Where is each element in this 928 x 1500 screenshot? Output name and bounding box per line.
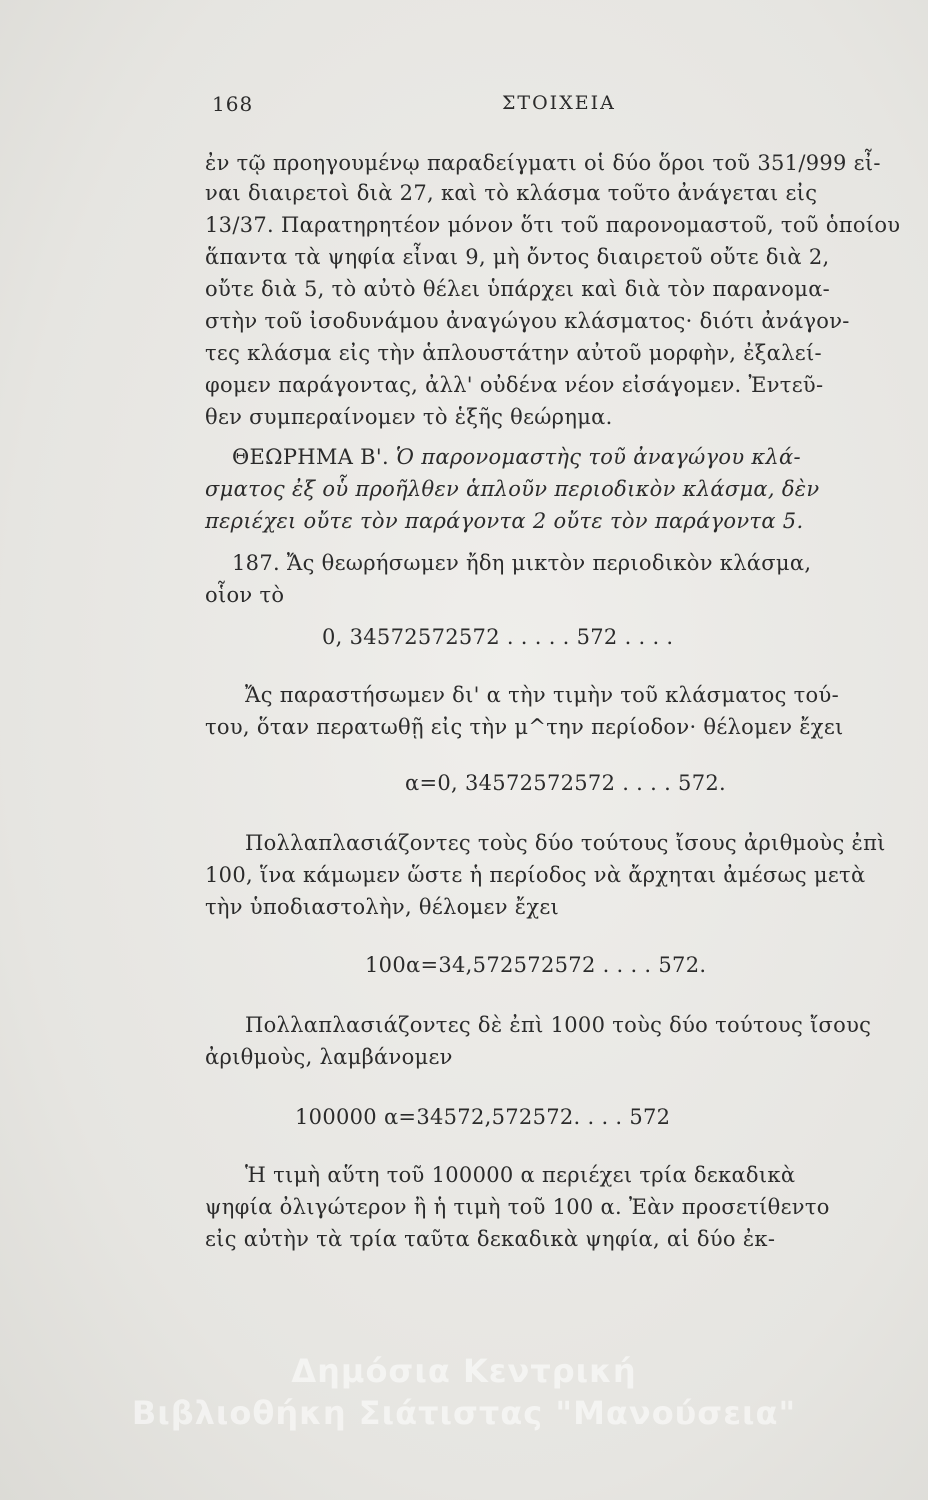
equation-2: α=0, 34572572572 . . . . 572.: [405, 771, 726, 795]
library-watermark-line: Δημόσια Κεντρική: [291, 1352, 637, 1390]
paragraph-187-line: οἷον τὸ: [205, 583, 285, 607]
text-line: ναι διαιρετοὶ διὰ 27, καὶ τὸ κλάσμα τοῦτο ἀνάγεται εἰς: [205, 181, 818, 205]
theorem-text: Ὁ παρονομαστὴς τοῦ ἀναγώγου κλά-: [395, 445, 801, 469]
library-watermark-line: Βιβλιοθήκη Σιάτιστας "Μανούσεια": [131, 1394, 797, 1432]
equation-1: 0, 34572572572 . . . . . 572 . . . .: [322, 625, 674, 649]
paragraph-line: εἰς αὐτὴν τὰ τρία ταῦτα δεκαδικὰ ψηφία, αἱ δύο ἐκ-: [205, 1227, 776, 1251]
paragraph-line: τὴν ὑποδιαστολὴν, θέλομεν ἔχει: [205, 895, 560, 919]
text-line: 13/37. Παρατηρητέον μόνον ὅτι τοῦ παρονομαστοῦ, τοῦ ὁποίου: [205, 213, 901, 237]
text-line: θεν συμπεραίνομεν τὸ ἑξῆς θεώρημα.: [205, 405, 613, 429]
equation-4: 100000 α=34572,572572. . . . 572: [295, 1105, 671, 1129]
paragraph-line: ψηφία ὀλιγώτερον ἢ ἡ τιμὴ τοῦ 100 α. Ἐὰν προσετίθεντο: [205, 1195, 830, 1219]
text-line: τες κλάσμα εἰς τὴν ἁπλουστάτην αὐτοῦ μορφὴν, ἐξαλεί-: [205, 341, 822, 365]
paragraph-line: Ἡ τιμὴ αὕτη τοῦ 100000 α περιέχει τρία δεκαδικὰ: [245, 1163, 796, 1187]
paragraph-187-line: 187. Ἄς θεωρήσωμεν ἤδη μικτὸν περιοδικὸν κλάσμα,: [232, 551, 812, 575]
text-line: στὴν τοῦ ἰσοδυνάμου ἀναγώγου κλάσματος· διότι ἀνάγον-: [205, 309, 850, 333]
paragraph-line: ἀριθμοὺς, λαμβάνομεν: [205, 1045, 453, 1069]
text-line: ἅπαντα τὰ ψηφία εἶναι 9, μὴ ὄντος διαιρετοῦ οὔτε διὰ 2,: [205, 245, 830, 269]
text-line: ἐν τῷ προηγουμένῳ παραδείγματι οἱ δύο ὅροι τοῦ 351/999 εἶ-: [205, 151, 881, 175]
text-line: οὔτε διὰ 5, τὸ αὐτὸ θέλει ὑπάρχει καὶ διὰ τὸν παρανομα-: [205, 277, 831, 301]
equation-3: 100α=34,572572572 . . . . 572.: [365, 953, 707, 977]
theorem-line: περιέχει οὔτε τὸν παράγοντα 2 οὔτε τὸν παράγοντα 5.: [205, 509, 804, 533]
theorem-label: ΘΕΩΡΗΜΑ Β'.: [232, 445, 389, 469]
page-header: [212, 92, 712, 122]
page-number: 168: [212, 92, 254, 116]
theorem-first-line: [232, 444, 801, 470]
paragraph-line: του, ὅταν περατωθῇ εἰς τὴν μ^την περίοδον· θέλομεν ἔχει: [205, 715, 844, 739]
text-line: φομεν παράγοντας, ἀλλ' οὐδένα νέον εἰσάγομεν. Ἐντεῦ-: [205, 373, 824, 397]
paragraph-line: 100, ἵνα κάμωμεν ὥστε ἡ περίοδος νὰ ἄρχηται ἀμέσως μετὰ: [205, 863, 866, 887]
paragraph-line: Ἄς παραστήσωμεν δι' α τὴν τιμὴν τοῦ κλάσματος τού-: [245, 683, 839, 707]
theorem-line: σματος ἐξ οὗ προῆλθεν ἁπλοῦν περιοδικὸν κλάσμα, δὲν: [205, 477, 820, 501]
paragraph-line: Πολλαπλασιάζοντες τοὺς δύο τούτους ἴσους ἀριθμοὺς ἐπὶ: [245, 831, 886, 855]
paragraph-line: Πολλαπλασιάζοντες δὲ ἐπὶ 1000 τοὺς δύο τούτους ἴσους: [245, 1013, 872, 1037]
running-head: ΣΤΟΙΧΕΙΑ: [502, 92, 616, 114]
